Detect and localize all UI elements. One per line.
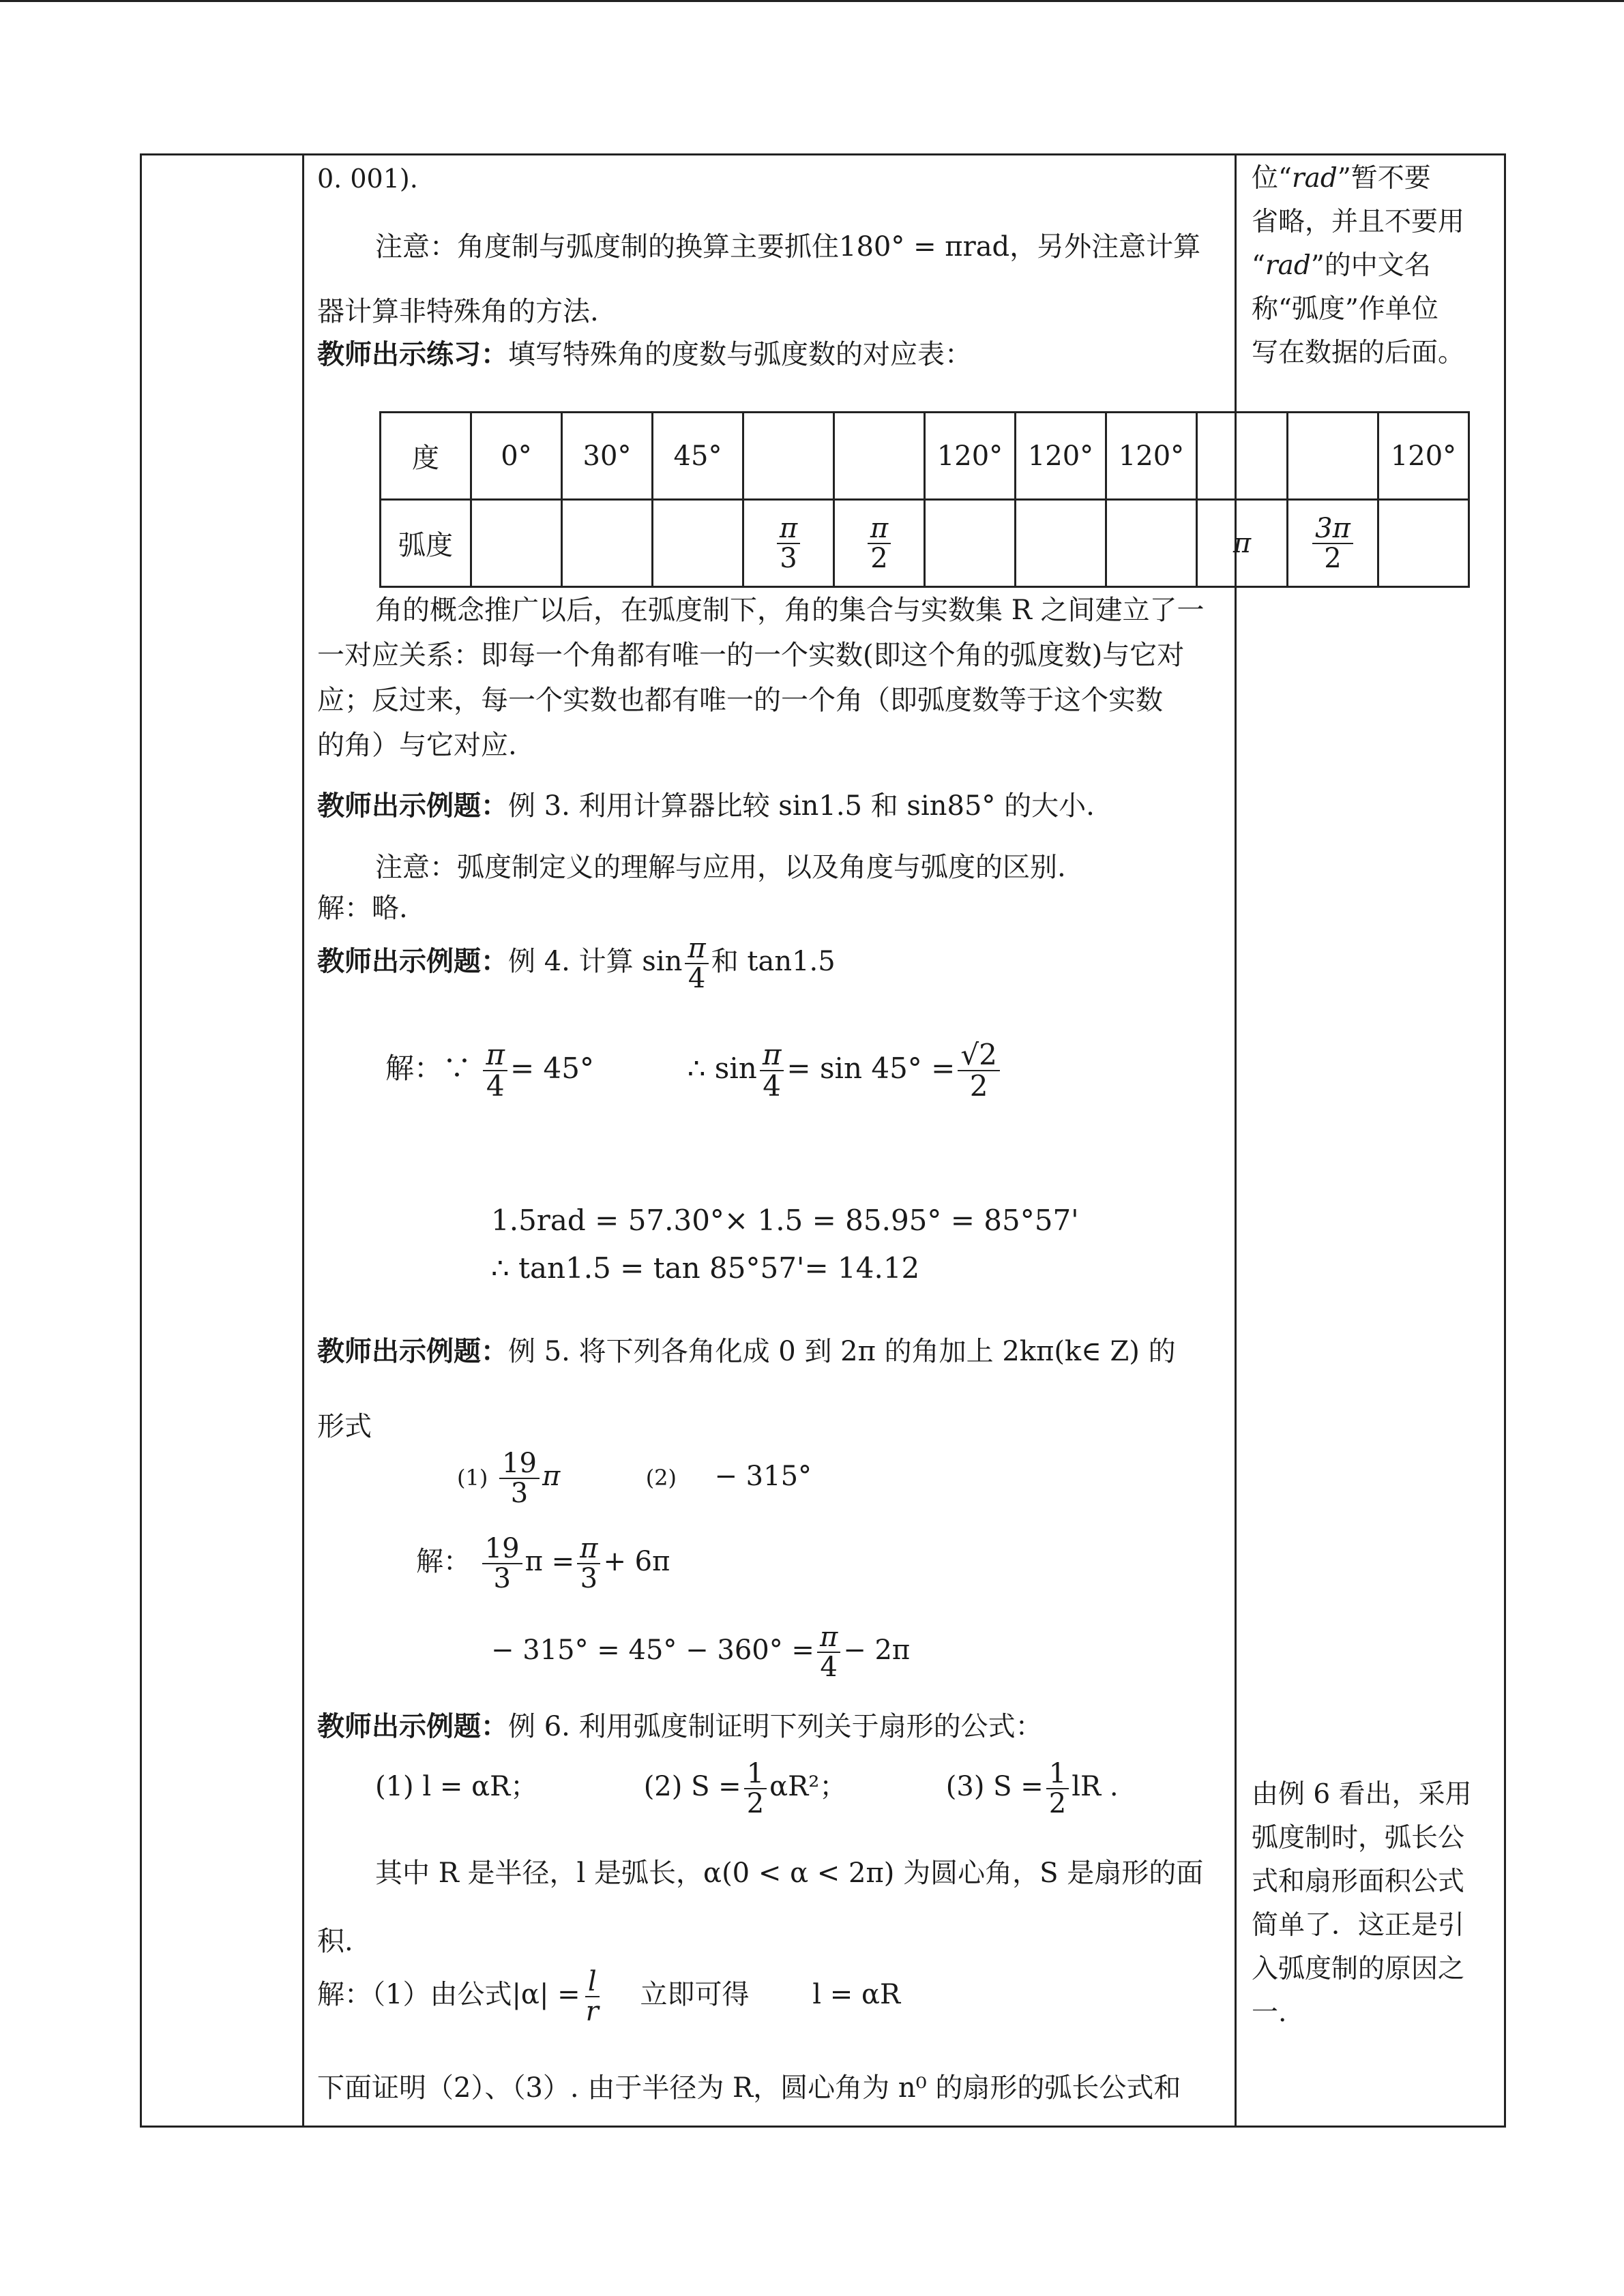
table-cell xyxy=(653,500,743,587)
degree-radian-table xyxy=(379,411,1470,588)
table-cell: $\frac{3\pi}{2}$ xyxy=(1288,500,1378,587)
solution-brief: 解：略. xyxy=(317,893,408,924)
last-line: 下面证明（2）、（3）. 由于半径为 R，圆心角为 n⁰ 的扇形的弧长公式和 xyxy=(317,2072,1181,2104)
table-cell: 120° xyxy=(1016,413,1106,500)
example-6-where2: 积. xyxy=(317,1926,353,1957)
table-cell xyxy=(1197,413,1288,500)
example-5-line2: 形式 xyxy=(317,1411,372,1442)
table-cell xyxy=(1106,500,1197,587)
table-cell: 120° xyxy=(1106,413,1197,500)
text-p1: 0. 001). xyxy=(317,164,418,194)
table-cell: $\frac{\pi}{3}$ xyxy=(743,500,834,587)
example-6-formulas: (1) l = αR； (2) S = $\frac{1}{2}$ αR²； (3) S = $\frac{1}{2}$ lR . xyxy=(375,1758,1119,1819)
top-rule xyxy=(0,0,1624,2)
exercise-heading: 教师出示练习：填写特殊角的度数与弧度数的对应表： xyxy=(317,338,972,370)
example-5-solution-2: − 315° = 45° − 360° = $\frac{\pi}{4}$ − 2π xyxy=(491,1622,911,1683)
table-cell xyxy=(743,413,834,500)
table-cell: 120° xyxy=(925,413,1016,500)
example-4-line3: ∴ tan1.5 = tan 85°57'= 14.12 xyxy=(491,1251,920,1285)
table-cell xyxy=(925,500,1016,587)
side-note-sector: 由例 6 看出，采用 弧度制时，弧长公 式和扇形面积公式 简单了．这正是引 入弧度制的原因之 一. xyxy=(1252,1779,1472,2028)
table-cell: 120° xyxy=(1378,413,1469,500)
table-cell xyxy=(1378,500,1469,587)
example-4-line2: 1.5rad = 57.30°× 1.5 = 85.95° = 85°57' xyxy=(491,1204,1079,1237)
table-cell: 45° xyxy=(653,413,743,500)
example-6-solution: 解：（1）由公式|α| = $\frac{l}{r}$ 立即可得 l = αR xyxy=(317,1966,901,2027)
example-5-solution: 解： $\frac{19}{3}$ π = $\frac{\pi}{3}$ + 6π xyxy=(416,1533,670,1594)
table-cell xyxy=(562,500,653,587)
note-conversion: 注意：角度制与弧度制的换算主要抓住180° = πrad，另外注意计算 xyxy=(375,231,1201,263)
table-header-radian: 弧度 xyxy=(381,500,471,587)
table-cell xyxy=(471,500,562,587)
column-divider-left xyxy=(302,155,304,2126)
table-row-radians xyxy=(381,500,1469,587)
example-6-where: 其中 R 是半径，l 是弧长，α(0 < α < 2π) 为圆心角，S 是扇形的面 xyxy=(375,1858,1204,1889)
table-cell xyxy=(834,413,925,500)
table-cell: $\frac{\pi}{2}$ xyxy=(834,500,925,587)
note-definition: 注意：弧度制定义的理解与应用，以及角度与弧度的区别. xyxy=(375,852,1066,883)
example-5-items: (1) $\frac{19}{3}$ π (2) − 315° xyxy=(457,1448,812,1509)
table-header-degree: 度 xyxy=(381,413,471,500)
concept-paragraph: 角的概念推广以后，在弧度制下，角的集合与实数集 R 之间建立了一 一对应关系：即每一个角都有唯一的一个实数(即这个角的弧度数)与它对 应；反过来，每一个实数也都有唯一的一个角（即弧度数等于这个实数 的角）与它对应. xyxy=(317,595,1205,761)
table-cell: 30° xyxy=(562,413,653,500)
table-cell: 0° xyxy=(471,413,562,500)
side-note-rad: 位“rad”暂不要 省略，并且不要用 “rad”的中文名 称“弧度”作单位 写在数据的后面。 xyxy=(1252,163,1465,368)
note-conversion-line2: 器计算非特殊角的方法. xyxy=(317,296,599,327)
example-4: 教师出示例题：例 4. 计算 sin $\frac{\pi}{4}$ 和 tan1.5 xyxy=(317,933,836,994)
example-3: 教师出示例题：例 3. 利用计算器比较 sin1.5 和 sin85° 的大小. xyxy=(317,790,1095,822)
table-cell xyxy=(1288,413,1378,500)
example-6: 教师出示例题：例 6. 利用弧度制证明下列关于扇形的公式： xyxy=(317,1710,1043,1742)
table-row-degrees xyxy=(381,413,1469,500)
table-cell: π xyxy=(1197,500,1288,587)
example-4-solution: 解：∵ $\frac{\pi}{4}$ = 45° ∴ sin $\frac{\pi}{4}$ = sin 45° = $\frac{√2}{2}$ xyxy=(385,1040,1003,1101)
example-5: 教师出示例题：例 5. 将下列各角化成 0 到 2π 的角加上 2kπ(k∈ Z) 的 xyxy=(317,1335,1176,1367)
table-cell xyxy=(1016,500,1106,587)
